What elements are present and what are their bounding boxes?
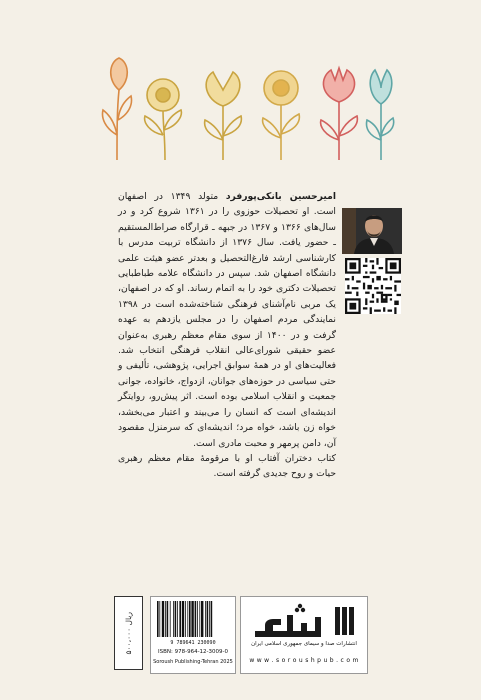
pink-flower <box>321 68 358 160</box>
barcode-bar <box>199 601 200 637</box>
barcode-bar <box>191 601 193 637</box>
barcode-bar <box>187 601 188 637</box>
isbn-label: ISBN: 978-964-12-3009-0 <box>157 649 229 655</box>
barcode-bar <box>159 601 160 637</box>
barcode-bar <box>162 601 164 637</box>
barcode-bar <box>179 601 181 637</box>
barcode <box>155 601 231 639</box>
barcode-box <box>150 596 236 674</box>
qr-code[interactable] <box>345 258 401 314</box>
teal-flower-right <box>367 70 394 160</box>
barcode-bar <box>185 601 186 637</box>
author-photo <box>342 208 402 254</box>
bio-paragraph <box>118 189 336 451</box>
barcode-bar <box>207 601 209 637</box>
publisher-logo <box>251 603 357 639</box>
floral-ornament <box>95 40 395 165</box>
barcode-bar <box>211 601 213 637</box>
author-name: امیرحسین بانکی‌پورفرد <box>225 191 336 202</box>
barcode-number: 9 789641 230090 <box>170 640 216 646</box>
gold-flower-1 <box>145 79 182 160</box>
barcode-bar <box>165 601 166 637</box>
barcode-bar <box>177 601 178 637</box>
barcode-bar <box>167 601 169 637</box>
publisher-name: انتشارات صدا و سیمای جمهوری اسلامی ایران <box>251 641 357 647</box>
barcode-bar <box>173 601 174 637</box>
publisher-imprint: Soroush Publishing-Tehran 2025 <box>153 659 233 665</box>
bio-body: او تحصیلات حوزوی را در ۱۳۶۱ شروع کرد و در سال‌های ۱۳۶۶ و ۱۳۶۷ در جبهه ـ قرارگاه صراط‌المستقیم ـ حضور یافت. سال ۱۳۷۶ از دانشگاه تربیت مدرس با کارشناسی ارشد فارغ‌التحصیل و بعدتر عضو هیئت علمی دانشگاه اصفهان شد. سپس در دانشگاه علامه طباطبایی تحصیلات دکتری خود را به اتمام رساند. او که در اصفهان، یک مربی نام‌آشنای فرهنگی شناخته‌شده است در ۱۳۹۸ نمایندگی مردم اصفهان را در مجلس یازدهم به عهده گرفت و در ۱۴۰۰ از سوی مقام معظم رهبری به‌عنوان عضو حقیقی شورای‌عالی انقلاب فرهنگی انتخاب شد. فعالیت‌های او در همهٔ سوابق اجرایی، پژوهشی، تألیفی و حتی سیاسی در حوزه‌های جوانان، ازدواج، خانواده، جوانی جمعیت و انقلاب اسلامی بوده است. اثر پیش‌رو، روایتگر اندیشه‌ای است که انسان را می‌بیند و اعتبار می‌بخشد، خواه زن باشد، خواه مرد؛ اندیشه‌ای که سرمنزل مقصود آن، دامن پرمهر و محبت مادری است. <box>118 206 336 449</box>
bio-closing: کتاب دختران آفتاب او با مرقومهٔ مقام معظم رهبری حیات و روح جدیدی گرفته است. <box>118 452 336 480</box>
barcode-bar <box>195 601 197 637</box>
barcode-bar <box>205 601 206 637</box>
bio-first-line: متولد ۱۳۴۹ در اصفهان است. <box>118 191 336 218</box>
barcode-bar <box>189 601 191 637</box>
barcode-bar <box>197 601 198 637</box>
barcode-bar <box>201 601 203 637</box>
barcode-bar <box>157 601 159 637</box>
barcode-bar <box>182 601 184 637</box>
orange-flower-left <box>103 58 132 160</box>
gold-flower-3 <box>263 71 300 160</box>
gold-flower-2 <box>205 72 242 160</box>
publisher-box <box>240 596 368 674</box>
price-box <box>114 596 143 670</box>
barcode-bar <box>209 601 210 637</box>
publisher-website[interactable]: w w w . s o r o u s h p u b . c o m <box>249 657 359 664</box>
price-label: ۵۰۰،۰۰۰ ریال <box>124 611 133 655</box>
barcode-bar <box>175 601 177 637</box>
author-biography <box>118 189 336 482</box>
barcode-bar <box>170 601 171 637</box>
